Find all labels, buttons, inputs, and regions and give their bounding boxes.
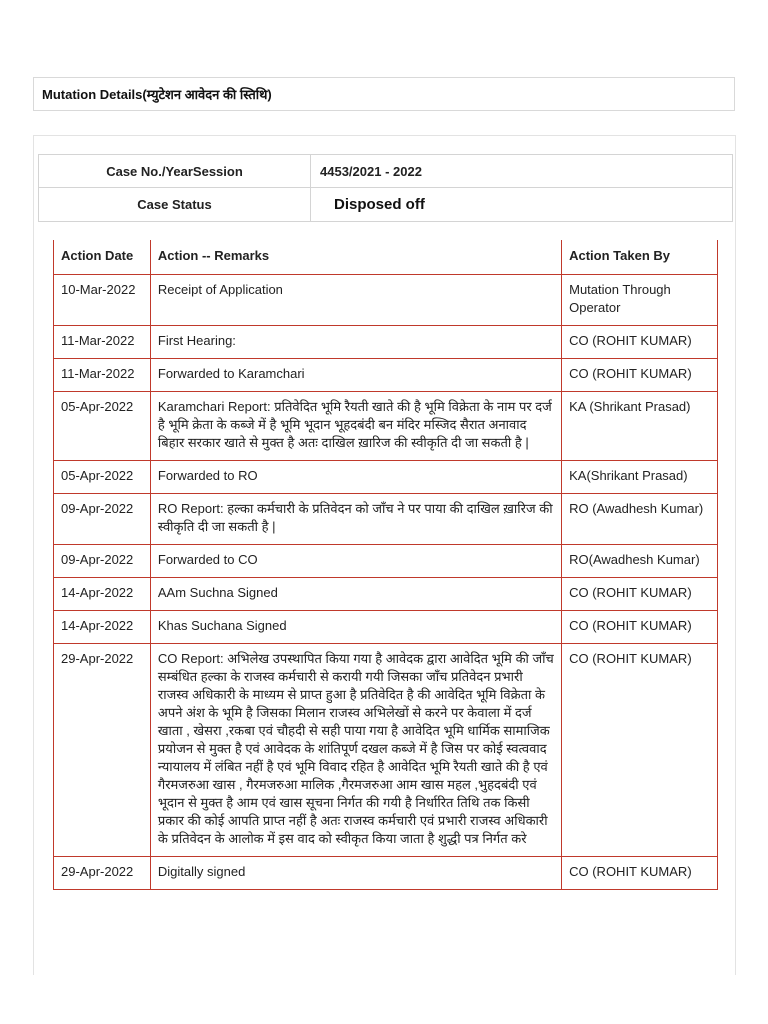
action-taken-by: CO (ROHIT KUMAR): [562, 326, 718, 359]
action-date: 10-Mar-2022: [54, 275, 151, 326]
action-taken-by: Mutation Through Operator: [562, 275, 718, 326]
case-info-table: [38, 154, 733, 222]
action-date: 29-Apr-2022: [54, 857, 151, 890]
table-row: [54, 857, 718, 890]
action-taken-by: CO (ROHIT KUMAR): [562, 644, 718, 857]
table-row: [54, 392, 718, 461]
table-row: [54, 545, 718, 578]
action-date: 05-Apr-2022: [54, 461, 151, 494]
action-date: 14-Apr-2022: [54, 578, 151, 611]
action-history-table: [53, 240, 718, 890]
action-remarks: Khas Suchana Signed: [150, 611, 561, 644]
action-remarks: Digitally signed: [150, 857, 561, 890]
action-date: 29-Apr-2022: [54, 644, 151, 857]
action-remarks: First Hearing:: [150, 326, 561, 359]
table-row: [54, 359, 718, 392]
action-taken-by: CO (ROHIT KUMAR): [562, 359, 718, 392]
action-remarks: CO Report: अभिलेख उपस्थापित किया गया है आवेदक द्वारा आवेदित भूमि की जाँच सम्बंधित हल्का के राजस्व कर्मचारी से करायी गयी जिसका जाँच प्रतिवेदन प्रभारी राजस्व अधिकारी के माध्यम से प्राप्त हुआ है प्रतिवेदित है की आवेदित भूमि विक्रेता के अपने अंश के भूमि है जिसका मिलान राजस्व अभिलेखों से करने पर केवाला में दर्ज खाता , खेसरा ,रकबा एवं चौहदी से सही पाया गया है आवेदित भूमि धार्मिक सामाजिक प्रयोजन से मुक्त है एवं आवेदक के शांतिपूर्ण दखल कब्जे में है जिस पर कोई स्वत्ववाद न्यायालय में लंबित नहीं है एवं भूमि विवाद रहित है आवेदित भूमि रैयती खाते की है एवं गैरमजरुआ खास , गैरमजरुआ मालिक ,गैरमजरुआ आम खास महल ,भुहदबंदी एवं भूदान से मुक्त है आम एवं खास सूचना निर्गत की गयी है निर्धारित तिथि तक किसी प्रकार की कोई आपति प्राप्त नहीं है अतः राजस्व कर्मचारी एवं प्रभारी राजस्व अधिकारी के प्रतिवेदन के आलोक में इस वाद को स्वीकृत किया जाता है शुद्धी पत्र निर्गत करे: [150, 644, 561, 857]
action-remarks: RO Report: हल्का कर्मचारी के प्रतिवेदन को जाँच ने पर पाया की दाखिल ख़ारिज की स्वीकृति दी जा सकती है |: [150, 494, 561, 545]
action-taken-by: KA (Shrikant Prasad): [562, 392, 718, 461]
action-taken-by: KA(Shrikant Prasad): [562, 461, 718, 494]
action-table-header: [54, 240, 718, 275]
case-number-row: [39, 155, 733, 188]
table-row: [54, 461, 718, 494]
case-status-label: Case Status: [39, 188, 311, 222]
action-taken-by: RO(Awadhesh Kumar): [562, 545, 718, 578]
header-action-date: Action Date: [54, 240, 151, 275]
action-date: 09-Apr-2022: [54, 494, 151, 545]
action-taken-by: CO (ROHIT KUMAR): [562, 578, 718, 611]
action-date: 11-Mar-2022: [54, 359, 151, 392]
header-action-remarks: Action -- Remarks: [150, 240, 561, 275]
case-number-label: Case No./YearSession: [39, 155, 311, 188]
action-taken-by: RO (Awadhesh Kumar): [562, 494, 718, 545]
page-title: Mutation Details(म्युटेशन आवेदन की स्तिथि): [33, 77, 735, 111]
action-taken-by: CO (ROHIT KUMAR): [562, 611, 718, 644]
table-row: [54, 275, 718, 326]
action-remarks: Forwarded to CO: [150, 545, 561, 578]
case-status-value: Disposed off: [311, 188, 733, 222]
case-status-row: [39, 188, 733, 222]
table-row: [54, 326, 718, 359]
table-row: [54, 611, 718, 644]
action-date: 14-Apr-2022: [54, 611, 151, 644]
action-date: 11-Mar-2022: [54, 326, 151, 359]
table-row: [54, 644, 718, 857]
action-remarks: Forwarded to RO: [150, 461, 561, 494]
action-remarks: AAm Suchna Signed: [150, 578, 561, 611]
action-date: 09-Apr-2022: [54, 545, 151, 578]
action-remarks: Receipt of Application: [150, 275, 561, 326]
action-taken-by: CO (ROHIT KUMAR): [562, 857, 718, 890]
case-number-value: 4453/2021 - 2022: [311, 155, 733, 188]
table-row: [54, 578, 718, 611]
action-remarks: Karamchari Report: प्रतिवेदित भूमि रैयती खाते की है भूमि विक्रेता के नाम पर दर्ज है भूमि क्रेता के कब्जे में है भूमि भूदान भूहदबंदी बन मंदिर मस्जिद सैरात अनावाद बिहार सरकार खाते से मुक्त है अतः दाखिल ख़ारिज की स्वीकृति दी जा सकती है |: [150, 392, 561, 461]
action-remarks: Forwarded to Karamchari: [150, 359, 561, 392]
action-date: 05-Apr-2022: [54, 392, 151, 461]
table-row: [54, 494, 718, 545]
header-action-taken-by: Action Taken By: [562, 240, 718, 275]
